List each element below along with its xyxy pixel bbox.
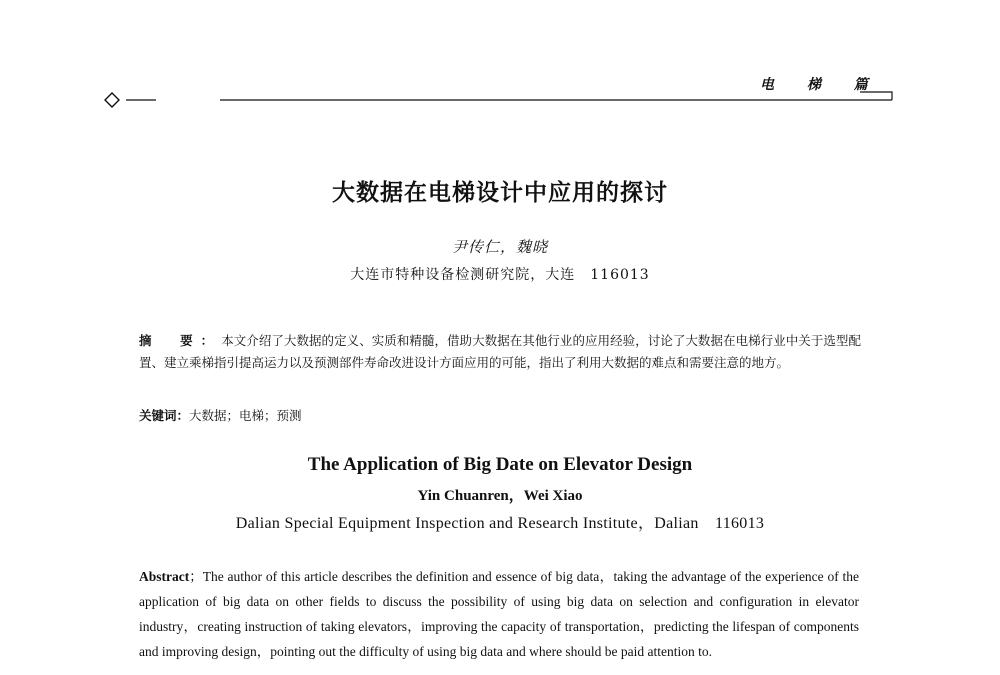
cn-keywords-label: 关键词： xyxy=(139,408,190,423)
cn-keywords xyxy=(139,406,861,424)
en-abstract-text: ；The author of this article describes the definition and essence of big data，taking the advantage of the experience of the application of big data on other fields to discuss the possibility of using big data on selection and configuration in elevator industry，creating instruction of taking elevators，improving the capacity of transportation，predicting the lifespan of components and improving design，pointing out the difficulty of using big data and where should be paid attention to. xyxy=(139,569,859,659)
cn-authors: 尹传仁，魏晓 xyxy=(451,238,548,256)
en-paper-title: The Application of Big Date on Elevator Design xyxy=(307,454,693,475)
diamond-icon xyxy=(105,93,119,107)
cn-abstract-label: 摘 要： xyxy=(139,333,222,348)
cn-paper-title: 大数据在电梯设计中应用的探讨 xyxy=(332,180,668,206)
en-affiliation: Dalian Special Equipment Inspection and Research Institute，Dalian 116013 xyxy=(235,515,765,532)
cn-keywords-text: 大数据；电梯；预测 xyxy=(189,408,302,423)
cn-abstract xyxy=(139,330,861,374)
cn-abstract-text: 本文介绍了大数据的定义、实质和精髓，借助大数据在其他行业的应用经验，讨论了大数据在电梯行业中关于选型配置、建立乘梯指引提高运力以及预测部件寿命改进设计方面应用的可能，指出了利用大数据的难点和需要注意的地方。 xyxy=(139,333,861,370)
en-abstract-label: Abstract xyxy=(139,569,190,584)
section-label: 电 梯 篇 xyxy=(760,77,882,93)
en-abstract xyxy=(139,564,859,664)
en-authors: Yin Chuanren，Wei Xiao xyxy=(417,488,583,504)
cn-affiliation: 大连市特种设备检测研究院，大连 116013 xyxy=(350,267,650,283)
